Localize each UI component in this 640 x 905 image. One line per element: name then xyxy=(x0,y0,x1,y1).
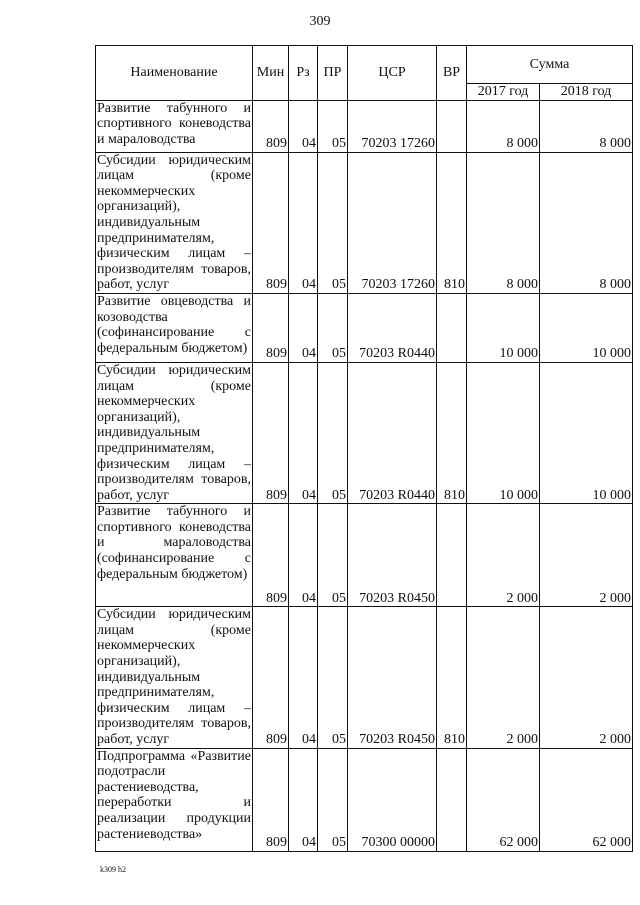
row-vr xyxy=(437,748,467,851)
budget-table xyxy=(95,45,633,852)
row-min: 809 xyxy=(253,152,289,293)
row-2018: 10 000 xyxy=(540,293,633,362)
header-year-2017: 2017 год xyxy=(467,84,540,101)
row-2017: 8 000 xyxy=(467,100,540,152)
row-rz: 04 xyxy=(289,504,318,607)
header-csr: ЦСР xyxy=(348,46,437,101)
row-2018: 8 000 xyxy=(540,100,633,152)
row-name: Субсидии юридическим лицам (кроме некоммерческих организаций), индивидуальным предпринимателям, физическим лицам – производителям товаров, работ, услуг xyxy=(97,362,251,503)
row-2018: 10 000 xyxy=(540,362,633,503)
header-pr: ПР xyxy=(318,46,348,101)
row-vr: 810 xyxy=(437,607,467,748)
row-2018: 8 000 xyxy=(540,152,633,293)
header-rz: Рз xyxy=(289,46,318,101)
row-rz: 04 xyxy=(289,362,318,503)
row-vr: 810 xyxy=(437,152,467,293)
row-pr: 05 xyxy=(318,748,348,851)
row-rz: 04 xyxy=(289,100,318,152)
row-2018: 2 000 xyxy=(540,504,633,607)
header-vr: ВР xyxy=(437,46,467,101)
row-csr: 70203 17260 xyxy=(348,152,437,293)
row-csr: 70203 R0450 xyxy=(348,607,437,748)
header-year-2018: 2018 год xyxy=(540,84,633,101)
table-row xyxy=(96,293,633,362)
row-rz: 04 xyxy=(289,748,318,851)
table-row xyxy=(96,607,633,748)
page-number: 309 xyxy=(309,14,331,29)
row-2018: 62 000 xyxy=(540,748,633,851)
row-name: Развитие овцеводства и козоводства (софинансирование с федеральным бюджетом) xyxy=(96,293,253,362)
row-csr: 70203 R0440 xyxy=(348,362,437,503)
row-vr: 810 xyxy=(437,362,467,503)
row-pr: 05 xyxy=(318,293,348,362)
row-name: Подпрограмма «Развитие подотрасли растениеводства, переработки и реализации продукции растениеводства» xyxy=(96,748,253,851)
row-rz: 04 xyxy=(289,152,318,293)
row-pr: 05 xyxy=(318,152,348,293)
row-2017: 10 000 xyxy=(467,293,540,362)
table-row xyxy=(96,504,633,607)
row-vr xyxy=(437,293,467,362)
row-2017: 2 000 xyxy=(467,504,540,607)
header-min: Мин xyxy=(253,46,289,101)
row-name: Развитие табунного и спортивного коневодства и мараловодства (софинансирование с федеральным бюджетом) xyxy=(96,504,253,607)
row-name: Субсидии юридическим лицам (кроме некоммерческих организаций), индивидуальным предпринимателям, физическим лицам – производителям товаров, работ, услуг xyxy=(97,152,251,293)
row-csr: 70203 R0440 xyxy=(348,293,437,362)
row-pr: 05 xyxy=(318,504,348,607)
row-name: Субсидии юридическим лицам (кроме некоммерческих организаций), индивидуальным предпринимателям, физическим лицам – производителям товаров, работ, услуг xyxy=(97,607,251,748)
header-name: Наименование xyxy=(96,46,253,101)
row-pr: 05 xyxy=(318,607,348,748)
row-csr: 70203 17260 xyxy=(348,100,437,152)
row-rz: 04 xyxy=(289,607,318,748)
row-pr: 05 xyxy=(318,100,348,152)
row-pr: 05 xyxy=(318,362,348,503)
row-vr xyxy=(437,504,467,607)
row-csr: 70300 00000 xyxy=(348,748,437,851)
table-row xyxy=(96,362,633,503)
row-min: 809 xyxy=(253,293,289,362)
row-rz: 04 xyxy=(289,293,318,362)
row-2017: 2 000 xyxy=(467,607,540,748)
row-2017: 8 000 xyxy=(467,152,540,293)
header-sum: Сумма xyxy=(467,46,633,84)
row-min: 809 xyxy=(253,362,289,503)
row-2017: 10 000 xyxy=(467,362,540,503)
row-name: Развитие табунного и спортивного коневодства и мараловодства xyxy=(96,100,253,152)
table-row xyxy=(96,100,633,152)
row-2018: 2 000 xyxy=(540,607,633,748)
row-min: 809 xyxy=(253,748,289,851)
table-row xyxy=(96,152,633,293)
row-vr xyxy=(437,100,467,152)
row-csr: 70203 R0450 xyxy=(348,504,437,607)
row-min: 809 xyxy=(253,504,289,607)
row-min: 809 xyxy=(253,607,289,748)
row-2017: 62 000 xyxy=(467,748,540,851)
row-min: 809 xyxy=(253,100,289,152)
footer-code: k309 h2 xyxy=(100,865,126,874)
table-row xyxy=(96,748,633,851)
